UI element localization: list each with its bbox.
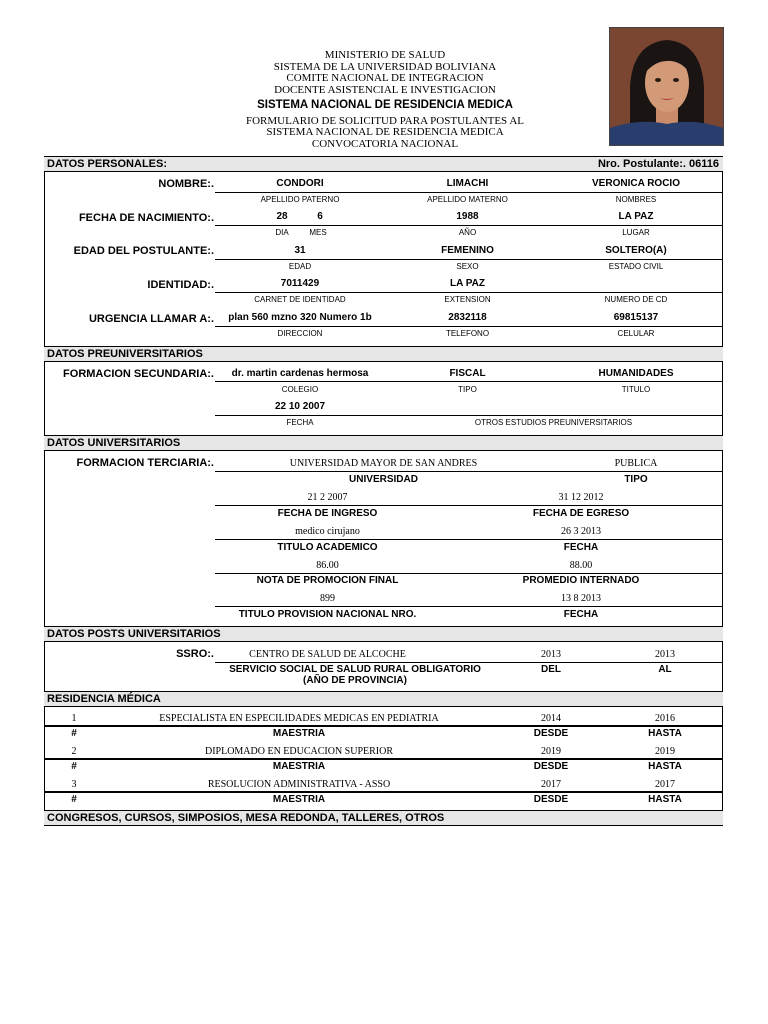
carnet-caption: CARNET DE IDENTIDAD: [254, 295, 346, 304]
residencia-num-caption: #: [71, 728, 77, 739]
residencia-num-caption: #: [71, 761, 77, 772]
section-personal-title: DATOS PERSONALES:: [47, 158, 167, 170]
section-residencia-title: RESIDENCIA MÉDICA: [47, 693, 161, 705]
section-posts: [44, 626, 723, 642]
sexo-value: FEMENINO: [441, 245, 494, 256]
residencia-num: 3: [71, 779, 77, 790]
apellido-paterno-caption: APELLIDO PATERNO: [260, 195, 340, 204]
mes-value: 6: [317, 211, 323, 222]
form-line: FORMULARIO DE SOLICITUD PARA POSTULANTES AL: [246, 114, 524, 127]
residencia-hasta: 2016: [655, 713, 675, 724]
lugar-value: LA PAZ: [618, 211, 654, 222]
residencia-num: 1: [71, 713, 77, 724]
form-line: CONVOCATORIA NACIONAL: [311, 137, 459, 150]
fecha-secundaria-value: 22 10 2007: [274, 401, 326, 412]
residencia-maestria: ESPECIALISTA EN ESPECILIDADES MEDICAS EN PEDIATRIA: [159, 713, 439, 724]
apellido-materno-caption: APELLIDO MATERNO: [427, 195, 508, 204]
titulo-secundaria-caption: TITULO: [621, 385, 651, 394]
residencia-maestria-caption: MAESTRIA: [272, 728, 326, 739]
divider: [215, 471, 722, 472]
edad-value: 31: [294, 245, 306, 256]
ssro-del-caption: DEL: [541, 664, 561, 675]
universidad-caption: UNIVERSIDAD: [349, 474, 418, 485]
nombre-label: NOMBRE:.: [158, 178, 214, 190]
section-residencia: [44, 691, 723, 707]
colegio-caption: COLEGIO: [281, 385, 319, 394]
section-congresos: [44, 810, 723, 826]
section-congresos-title: CONGRESOS, CURSOS, SIMPOSIOS, MESA REDONDA, TALLERES, OTROS: [47, 812, 445, 824]
ssro-label: SSRO:.: [176, 648, 214, 660]
anio-value: 1988: [456, 211, 479, 222]
residencia-hasta: 2017: [655, 779, 675, 790]
edad-label: EDAD DEL POSTULANTE:.: [73, 245, 214, 257]
residencia-maestria-caption: MAESTRIA: [272, 794, 326, 805]
edad-caption: EDAD: [288, 262, 312, 271]
extension-value: LA PAZ: [450, 278, 485, 289]
postulante-number: Nro. Postulante:. 06116: [597, 158, 719, 170]
direccion-value: plan 560 mzno 320 Numero 1b: [228, 312, 372, 323]
direccion-caption: DIRECCION: [277, 329, 323, 338]
residencia-desde-caption: DESDE: [533, 728, 569, 739]
celular-value: 69815137: [613, 312, 659, 323]
anio-caption: AÑO: [458, 228, 477, 237]
header-line: MINISTERIO DE SALUD: [324, 49, 446, 61]
nota-promocion-value: 86.00: [316, 560, 339, 571]
titulo-academico-caption: TITULO ACADEMICO: [277, 542, 378, 553]
centro-salud-value: CENTRO DE SALUD DE ALCOCHE: [249, 649, 406, 660]
divider: [215, 259, 722, 260]
formacion-secundaria-label: FORMACION SECUNDARIA:.: [63, 368, 214, 380]
fecha-egreso-value: 31 12 2012: [558, 492, 604, 503]
dia-value: 28: [276, 211, 288, 222]
divider: [215, 225, 722, 226]
divider: [215, 662, 722, 663]
header-line: DOCENTE ASISTENCIAL E INVESTIGACION: [274, 83, 496, 96]
divider: [215, 606, 722, 607]
extension-caption: EXTENSION: [444, 295, 491, 304]
residencia-hasta-caption: HASTA: [648, 761, 682, 772]
nombres-caption: NOMBRES: [615, 195, 657, 204]
sexo-caption: SEXO: [456, 262, 479, 271]
residencia-maestria: DIPLOMADO EN EDUCACION SUPERIOR: [204, 746, 394, 757]
provision-fecha-caption: FECHA: [563, 609, 599, 620]
nacimiento-label: FECHA DE NACIMIENTO:.: [78, 212, 214, 224]
estado-civil-caption: ESTADO CIVIL: [608, 262, 664, 271]
celular-caption: CELULAR: [617, 329, 655, 338]
carnet-value: 7011429: [280, 278, 320, 289]
residencia-hasta-caption: HASTA: [648, 728, 682, 739]
residencia-maestria: RESOLUCION ADMINISTRATIVA - ASSO: [207, 779, 391, 790]
provision-nacional-caption: TITULO PROVISION NACIONAL NRO.: [238, 609, 417, 620]
promedio-internado-caption: PROMEDIO INTERNADO: [522, 575, 640, 586]
residencia-desde-caption: DESDE: [533, 761, 569, 772]
otros-estudios-caption: OTROS ESTUDIOS PREUNIVERSITARIOS: [474, 418, 633, 427]
provision-fecha-value: 13 8 2013: [561, 593, 601, 604]
residencia-num: 2: [71, 746, 77, 757]
telefono-value: 2832118: [448, 312, 487, 323]
apellido-materno-value: LIMACHI: [446, 178, 489, 189]
section-posts-title: DATOS POSTS UNIVERSITARIOS: [47, 628, 221, 640]
divider: [44, 791, 723, 793]
tipo-universidad-value: PUBLICA: [614, 458, 658, 469]
residencia-num-caption: #: [71, 794, 77, 805]
servicio-social-caption-line: (AÑO DE PROVINCIA): [303, 675, 407, 686]
formacion-terciaria-label: FORMACION TERCIARIA:.: [76, 457, 214, 469]
cd-caption: NUMERO DE CD: [604, 295, 668, 304]
divider: [215, 415, 722, 416]
residencia-desde-caption: DESDE: [533, 794, 569, 805]
identidad-label: IDENTIDAD:.: [147, 279, 214, 291]
section-preuniversitarios: [44, 346, 723, 362]
divider: [215, 192, 722, 193]
applicant-photo: [609, 27, 724, 146]
titulo-academico-value: medico cirujano: [295, 526, 360, 537]
residencia-hasta: 2019: [655, 746, 675, 757]
estado-civil-value: SOLTERO(A): [605, 245, 667, 256]
fecha-ingreso-value: 21 2 2007: [307, 492, 348, 503]
nota-promocion-caption: NOTA DE PROMOCION FINAL: [256, 575, 399, 586]
divider: [215, 292, 722, 293]
tipo-universidad-caption: TIPO: [624, 474, 648, 485]
residencia-desde: 2014: [541, 713, 561, 724]
fecha-secundaria-caption: FECHA: [286, 418, 314, 427]
header-line: SISTEMA DE LA UNIVERSIDAD BOLIVIANA: [273, 60, 497, 73]
divider: [44, 758, 723, 760]
residencia-maestria-caption: MAESTRIA: [272, 761, 326, 772]
section-universitarios-title: DATOS UNIVERSITARIOS: [47, 437, 181, 449]
urgencia-label: URGENCIA LLAMAR A:.: [88, 313, 214, 325]
divider: [215, 539, 722, 540]
fecha-egreso-caption: FECHA DE EGRESO: [532, 508, 630, 519]
provision-nacional-value: 899: [320, 593, 335, 604]
header-line: COMITE NACIONAL DE INTEGRACION: [286, 72, 484, 84]
ssro-al-value: 2013: [655, 649, 675, 660]
section-personal: [44, 156, 723, 172]
divider: [44, 725, 723, 727]
system-title: SISTEMA NACIONAL DE RESIDENCIA MEDICA: [257, 99, 513, 111]
nombres-value: VERONICA ROCIO: [592, 178, 680, 189]
section-universitarios: [44, 435, 723, 451]
divider: [215, 326, 722, 327]
telefono-caption: TELEFONO: [445, 329, 490, 338]
tipo-colegio-value: FISCAL: [449, 368, 486, 379]
ssro-del-value: 2013: [541, 649, 561, 660]
divider: [215, 505, 722, 506]
fecha-ingreso-caption: FECHA DE INGRESO: [277, 508, 378, 519]
form-line: SISTEMA NACIONAL DE RESIDENCIA MEDICA: [266, 126, 504, 138]
divider: [215, 381, 722, 382]
lugar-caption: LUGAR: [622, 228, 650, 237]
header-block: [190, 50, 580, 150]
dia-caption: DIA: [275, 228, 289, 237]
titulo-fecha-caption: FECHA: [563, 542, 599, 553]
servicio-social-caption-line: SERVICIO SOCIAL DE SALUD RURAL OBLIGATORIO: [229, 664, 481, 675]
titulo-secundaria-value: HUMANIDADES: [598, 368, 674, 379]
universidad-value: UNIVERSIDAD MAYOR DE SAN ANDRES: [289, 458, 478, 469]
apellido-paterno-value: CONDORI: [276, 178, 324, 189]
section-preuniversitarios-title: DATOS PREUNIVERSITARIOS: [47, 348, 203, 360]
tipo-colegio-caption: TIPO: [458, 385, 477, 394]
divider: [215, 573, 722, 574]
residencia-desde: 2017: [541, 779, 561, 790]
residencia-hasta-caption: HASTA: [648, 794, 682, 805]
promedio-internado-value: 88.00: [569, 560, 593, 571]
mes-caption: MES: [309, 228, 327, 237]
ssro-al-caption: AL: [658, 664, 672, 675]
residencia-desde: 2019: [541, 746, 561, 757]
colegio-value: dr. martin cardenas hermosa: [231, 368, 369, 379]
titulo-fecha-value: 26 3 2013: [561, 526, 601, 537]
servicio-social-caption: [215, 664, 495, 686]
